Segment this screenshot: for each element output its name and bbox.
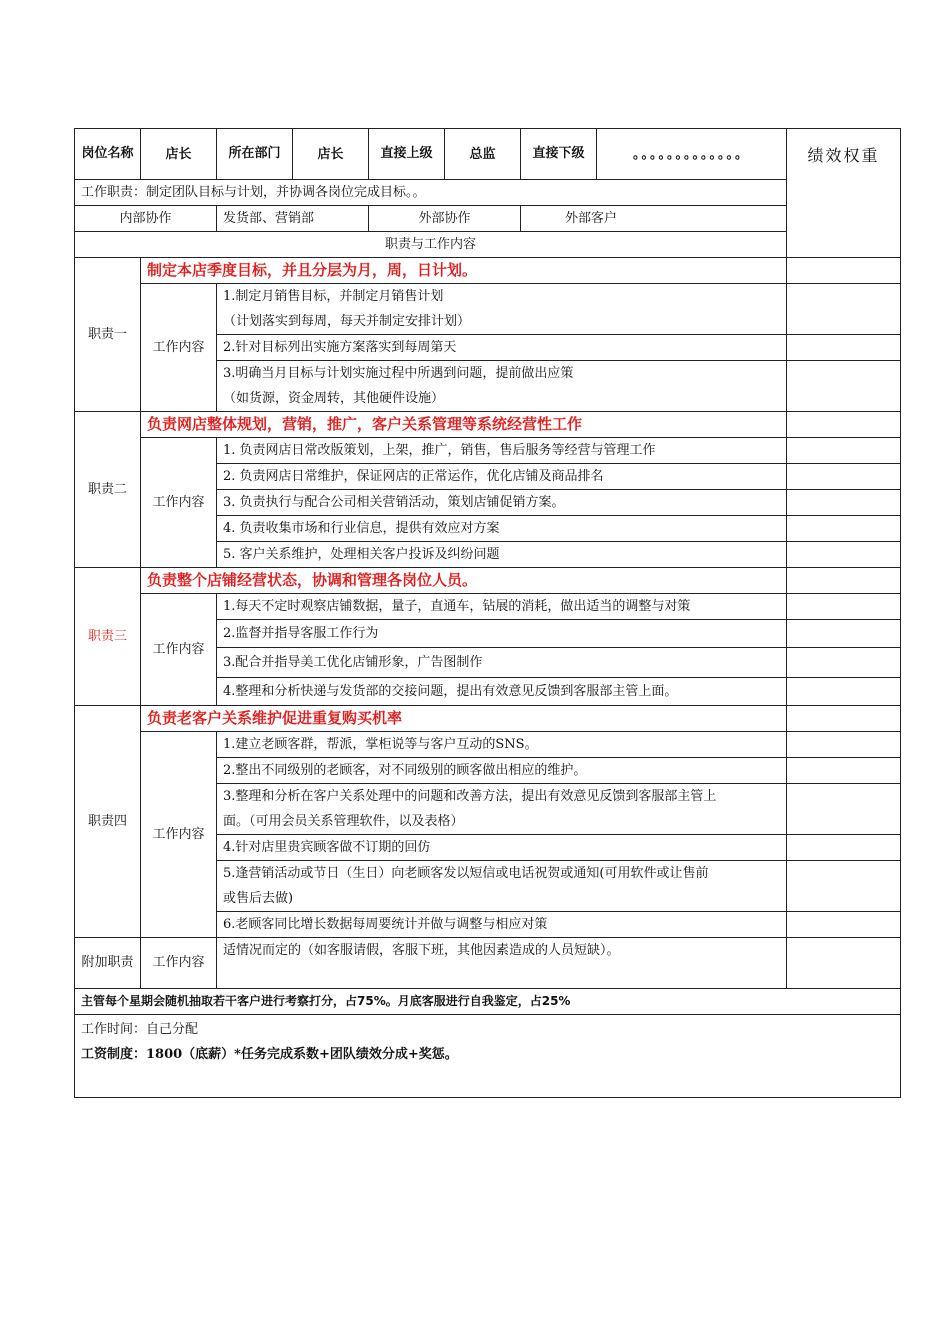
external-collab-value: 外部客户: [521, 206, 787, 232]
dept-value: 店长: [293, 129, 369, 180]
weight-cell: [787, 516, 901, 542]
footer-cell: [75, 1015, 901, 1098]
subordinate-value: 。。。。。。。。。。。。。: [597, 129, 787, 180]
work-content-label: 工作内容: [141, 284, 217, 412]
post-name-value: 店长: [141, 129, 217, 180]
performance-weight-label: 绩效权重: [787, 129, 901, 258]
external-collab-label: 外部协作: [369, 206, 521, 232]
work-time-text: 工作时间：自己分配: [81, 1022, 199, 1037]
duty-item: 5. 客户关系维护，处理相关客户投诉及纠纷问题: [217, 542, 787, 568]
duty-item: 1.制定月销售目标，并制定月销售计划 （计划落实到每周，每天并制定安排计划）: [217, 284, 787, 335]
weight-cell: [787, 412, 901, 438]
duty-item: 1.建立老顾客群，帮派，掌柜说等与客户互动的SNS。: [217, 732, 787, 758]
duty-title: 制定本店季度目标，并且分层为月，周，日计划。: [141, 258, 787, 284]
weight-cell: [787, 258, 901, 284]
duty-title: 负责整个店铺经营状态，协调和管理各岗位人员。: [141, 568, 787, 594]
duty-label: 职责一: [75, 258, 141, 412]
superior-value: 总监: [445, 129, 521, 180]
weight-cell: [787, 706, 901, 732]
weight-cell: [787, 678, 901, 706]
job-duty-text: 工作职责：制定团队目标与计划，并协调各岗位完成目标。。: [75, 180, 787, 206]
work-content-label: 工作内容: [141, 438, 217, 568]
weight-cell: [787, 438, 901, 464]
duty-item: 5.逢营销活动或节日（生日）向老顾客发以短信或电话祝贺或通知(可用软件或让售前 或售后去做): [217, 861, 787, 912]
duty-item: 6.老顾客同比增长数据每周要统计并做与调整与相应对策: [217, 912, 787, 938]
duty-item: 4.针对店里贵宾顾客做不订期的回仿: [217, 835, 787, 861]
work-content-label: 工作内容: [141, 732, 217, 938]
weight-cell: [787, 361, 901, 412]
weight-cell: [787, 861, 901, 912]
weight-cell: [787, 464, 901, 490]
duty-label: 职责二: [75, 412, 141, 568]
duty-title: 负责老客户关系维护促进重复购买机率: [141, 706, 787, 732]
section-title: 职责与工作内容: [75, 232, 787, 258]
internal-collab-label: 内部协作: [75, 206, 217, 232]
duty-item: 3.明确当月目标与计划实施过程中所遇到问题，提前做出应策 （如货源，资金周转，其他硬件设施）: [217, 361, 787, 412]
evaluation-text: 主管每个星期会随机抽取若干客户进行考察打分，占75%。月底客服进行自我鉴定，占25%: [75, 989, 901, 1015]
extra-duty-content: 适情况而定的（如客服请假，客服下班，其他因素造成的人员短缺）。: [217, 938, 787, 989]
weight-cell: [787, 784, 901, 835]
superior-label: 直接上级: [369, 129, 445, 180]
weight-cell: [787, 732, 901, 758]
duty-item: 3.配合并指导美工优化店铺形象，广告图制作: [217, 648, 787, 678]
weight-cell: [787, 542, 901, 568]
duty-item: 4. 负责收集市场和行业信息，提供有效应对方案: [217, 516, 787, 542]
work-content-label: 工作内容: [141, 938, 217, 989]
weight-cell: [787, 594, 901, 620]
duty-item: 2. 负责网店日常维护，保证网店的正常运作，优化店铺及商品排名: [217, 464, 787, 490]
work-content-label: 工作内容: [141, 594, 217, 706]
weight-cell: [787, 620, 901, 648]
weight-cell: [787, 490, 901, 516]
job-description-table: [74, 128, 901, 1098]
dept-label: 所在部门: [217, 129, 293, 180]
duty-item: 4.整理和分析快递与发货部的交接问题，提出有效意见反馈到客服部主管上面。: [217, 678, 787, 706]
salary-text: 工资制度：1800（底薪）*任务完成系数+团队绩效分成+奖惩。: [81, 1047, 458, 1062]
weight-cell: [787, 335, 901, 361]
duty-item: 1.每天不定时观察店铺数据，量子，直通车，钻展的消耗，做出适当的调整与对策: [217, 594, 787, 620]
extra-duty-label: 附加职责: [75, 938, 141, 989]
duty-item: 3.整理和分析在客户关系处理中的问题和改善方法，提出有效意见反馈到客服部主管上 面。（可用会员关系管理软件，以及表格）: [217, 784, 787, 835]
duty-label: 职责三: [75, 568, 141, 706]
weight-cell: [787, 648, 901, 678]
duty-item: 3. 负责执行与配合公司相关营销活动，策划店铺促销方案。: [217, 490, 787, 516]
weight-cell: [787, 835, 901, 861]
weight-cell: [787, 284, 901, 335]
duty-label: 职责四: [75, 706, 141, 938]
weight-cell: [787, 912, 901, 938]
subordinate-label: 直接下级: [521, 129, 597, 180]
duty-item: 2.整出不同级别的老顾客，对不同级别的顾客做出相应的维护。: [217, 758, 787, 784]
weight-cell: [787, 938, 901, 989]
internal-collab-value: 发货部、营销部: [217, 206, 369, 232]
duty-item: 2.监督并指导客服工作行为: [217, 620, 787, 648]
duty-item: 1. 负责网店日常改版策划，上架，推广，销售，售后服务等经营与管理工作: [217, 438, 787, 464]
duty-item: 2.针对目标列出实施方案落实到每周第天: [217, 335, 787, 361]
weight-cell: [787, 568, 901, 594]
weight-cell: [787, 758, 901, 784]
post-name-label: 岗位名称: [75, 129, 141, 180]
duty-title: 负责网店整体规划，营销，推广，客户关系管理等系统经营性工作: [141, 412, 787, 438]
